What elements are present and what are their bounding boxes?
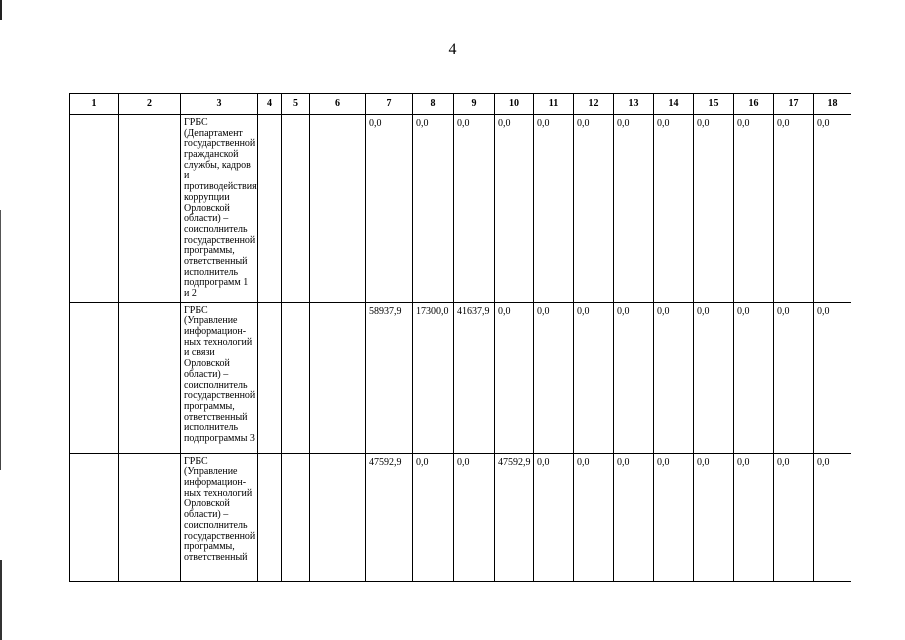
column-header: 10: [495, 94, 534, 115]
table-cell-value: 0,0: [694, 115, 734, 303]
table-cell-empty: [282, 453, 310, 582]
page-number: 4: [448, 41, 457, 58]
column-header: 6: [310, 94, 366, 115]
column-header: 17: [774, 94, 814, 115]
table-cell-empty: [70, 453, 119, 582]
scan-edge-mark: [0, 560, 2, 640]
table-row: [70, 302, 852, 453]
column-header: 16: [734, 94, 774, 115]
table-cell-value: 41637,9: [454, 302, 495, 453]
row-description: ГРБС (Управление информацион-ных технологий и связи Орловской области) – соисполнитель государственной программы, ответственный исполнитель подпрограммы 3: [181, 302, 258, 453]
table-cell-value: 47592,9: [366, 453, 413, 582]
table-cell-empty: [70, 115, 119, 303]
table-cell-empty: [119, 115, 181, 303]
table-cell-value: 0,0: [774, 302, 814, 453]
table-cell-empty: [310, 302, 366, 453]
table-cell-value: 0,0: [413, 453, 454, 582]
table-cell-value: 0,0: [734, 302, 774, 453]
header-row: [70, 94, 852, 115]
table-cell-value: 0,0: [814, 115, 852, 303]
table-cell-value: 0,0: [654, 302, 694, 453]
table-cell-empty: [70, 302, 119, 453]
table-cell-value: 0,0: [614, 115, 654, 303]
column-header: 5: [282, 94, 310, 115]
table-cell-value: 0,0: [774, 453, 814, 582]
table-cell-value: 0,0: [574, 453, 614, 582]
column-header: 15: [694, 94, 734, 115]
column-header: 14: [654, 94, 694, 115]
table-cell-value: 17300,0: [413, 302, 454, 453]
table-cell-value: 0,0: [574, 115, 614, 303]
table-cell-value: 0,0: [495, 115, 534, 303]
column-header: 1: [70, 94, 119, 115]
table-cell-value: 0,0: [454, 453, 495, 582]
column-header: 12: [574, 94, 614, 115]
table-cell-empty: [119, 302, 181, 453]
table-cell-value: 0,0: [694, 302, 734, 453]
table-cell-value: 0,0: [495, 302, 534, 453]
column-header: 13: [614, 94, 654, 115]
table-cell-value: 0,0: [614, 302, 654, 453]
table-cell-value: 0,0: [654, 453, 694, 582]
table-cell-empty: [258, 115, 282, 303]
table-cell-value: 0,0: [774, 115, 814, 303]
table-cell-value: 0,0: [454, 115, 495, 303]
table-row: [70, 453, 852, 582]
table-cell-value: 0,0: [694, 453, 734, 582]
column-header: 4: [258, 94, 282, 115]
scan-edge-mark: [0, 380, 1, 470]
column-header: 3: [181, 94, 258, 115]
table-cell-value: 0,0: [366, 115, 413, 303]
table-cell-value: 0,0: [814, 302, 852, 453]
scan-edge-mark: [0, 0, 2, 20]
table-cell-value: 0,0: [654, 115, 694, 303]
table-cell-value: 0,0: [413, 115, 454, 303]
table-row: [70, 115, 852, 303]
table-cell-value: 0,0: [534, 302, 574, 453]
table-cell-empty: [310, 115, 366, 303]
table-cell-value: 0,0: [814, 453, 852, 582]
table-cell-value: 0,0: [574, 302, 614, 453]
table-cell-value: 58937,9: [366, 302, 413, 453]
table-cell-value: 0,0: [534, 453, 574, 582]
column-header: 2: [119, 94, 181, 115]
table-cell-empty: [282, 115, 310, 303]
column-header: 9: [454, 94, 495, 115]
table-cell-value: 0,0: [734, 453, 774, 582]
table-cell-empty: [282, 302, 310, 453]
table-cell-value: 0,0: [734, 115, 774, 303]
scan-edge-mark: [0, 210, 1, 380]
table-cell-empty: [119, 453, 181, 582]
budget-table: [69, 93, 851, 582]
table-cell-value: 47592,9: [495, 453, 534, 582]
row-description: ГРБС (Департамент государственной гражданской службы, кадров и противодействия коррупции Орловской области) – соисполнитель государственной программы, ответственный исполнитель подпрограмм 1 и 2: [181, 115, 258, 303]
table-cell-value: 0,0: [534, 115, 574, 303]
table-cell-empty: [310, 453, 366, 582]
table-cell-value: 0,0: [614, 453, 654, 582]
column-header: 7: [366, 94, 413, 115]
column-header: 18: [814, 94, 852, 115]
row-description: ГРБС (Управление информацион-ных технологий Орловской области) – соисполнитель государственной программы, ответственный: [181, 453, 258, 582]
budget-table-container: [69, 93, 851, 582]
table-cell-empty: [258, 302, 282, 453]
table-cell-empty: [258, 453, 282, 582]
column-header: 8: [413, 94, 454, 115]
column-header: 11: [534, 94, 574, 115]
